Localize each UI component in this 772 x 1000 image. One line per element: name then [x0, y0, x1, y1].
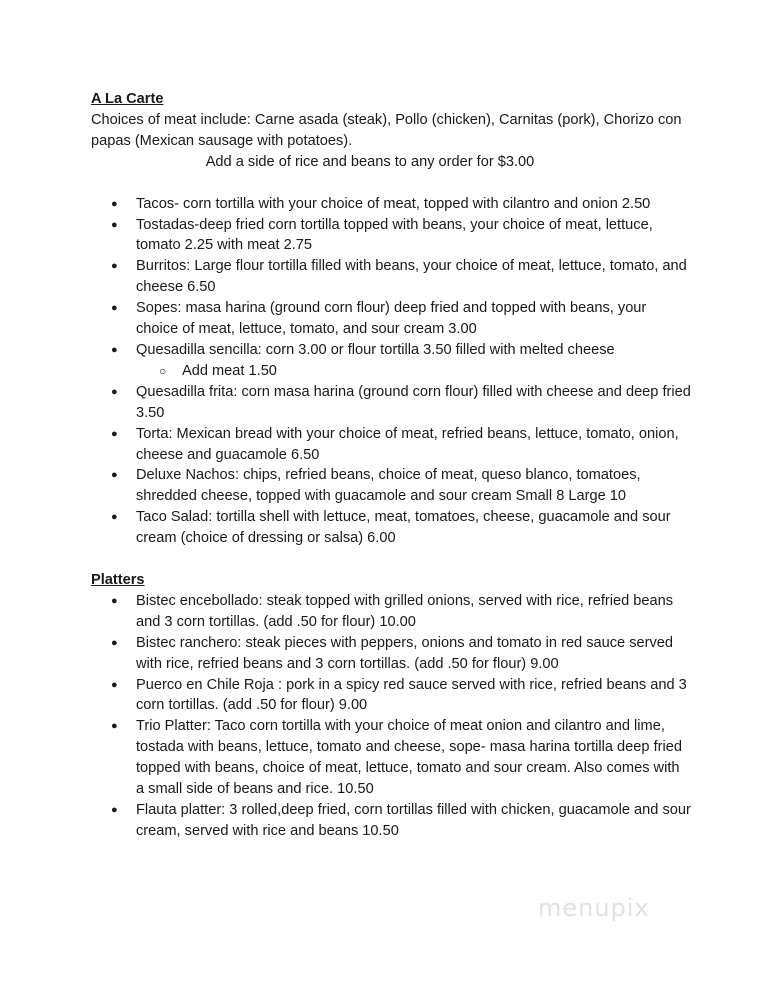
platter-bistec-encebollado: ● Bistec encebollado: steak topped with grilled onions, served with rice, refried beans and 3 corn tortillas. (add .50 for flour) 10.00: [91, 591, 691, 633]
platter-trio: ● Trio Platter: Taco corn tortilla with your choice of meat onion and cilantro and lime, tostada with beans, lettuce, tomato and cheese, sope- masa harina tortilla deep fried topped with beans, choice of meat, lettuce, tomato and sour cream. Also comes with a small side of beans and rice. 10.50: [91, 716, 691, 800]
platter-bistec-ranchero: ● Bistec ranchero: steak pieces with peppers, onions and tomato in red sauce served with rice, refried beans and 3 corn tortillas. (add .50 for flour) 9.00: [91, 633, 691, 675]
menu-item-torta: ● Torta: Mexican bread with your choice of meat, refried beans, lettuce, tomato, onion, cheese and guacamole 6.50: [91, 424, 691, 466]
menu-item-deluxe-nachos: ● Deluxe Nachos: chips, refried beans, choice of meat, queso blanco, tomatoes, shredded cheese, topped with guacamole and sour cream Small 8 Large 10: [91, 465, 691, 507]
menu-item-sopes: ● Sopes: masa harina (ground corn flour) deep fried and topped with beans, your choice of meat, lettuce, tomato, and sour cream 3.00: [91, 298, 691, 340]
menu-item-tacos: ● Tacos- corn tortilla with your choice of meat, topped with cilantro and onion 2.50: [91, 194, 691, 215]
side-order-note: Add a side of rice and beans to any order for $3.00: [205, 153, 535, 170]
platter-puerco-en-chile-roja: ● Puerco en Chile Roja : pork in a spicy red sauce served with rice, refried beans and 3 corn tortillas. (add .50 for flour) 9.00: [91, 675, 691, 717]
menu-subitem-add-meat: ○ Add meat 1.50: [91, 361, 691, 382]
a-la-carte-heading: A La Carte: [91, 91, 164, 107]
menu-item-tostadas: ● Tostadas-deep fried corn tortilla topped with beans, your choice of meat, lettuce, tomato 2.25 with meat 2.75: [91, 215, 691, 257]
platter-flauta: ● Flauta platter: 3 rolled,deep fried, corn tortillas filled with chicken, guacamole and sour cream, served with rice and beans 10.50: [91, 800, 691, 842]
menu-item-taco-salad: ● Taco Salad: tortilla shell with lettuce, meat, tomatoes, cheese, guacamole and sour cream (choice of dressing or salsa) 6.00: [91, 507, 691, 549]
menu-item-burritos: ● Burritos: Large flour tortilla filled with beans, your choice of meat, lettuce, tomato, and cheese 6.50: [91, 256, 691, 298]
menupix-watermark: menupix: [538, 894, 650, 922]
menu-page: [91, 89, 691, 842]
menu-item-quesadilla-frita: ● Quesadilla frita: corn masa harina (ground corn flour) filled with cheese and deep fried 3.50: [91, 382, 691, 424]
menu-item-quesadilla-sencilla: ● Quesadilla sencilla: corn 3.00 or flour tortilla 3.50 filled with melted cheese: [91, 340, 691, 361]
platters-list: [91, 591, 691, 842]
platters-heading: Platters: [91, 572, 145, 589]
a-la-carte-list: [91, 194, 691, 549]
meat-choices-intro: Choices of meat include: Carne asada (steak), Pollo (chicken), Carnitas (pork), Chorizo con papas (Mexican sausage with potatoes).: [91, 111, 682, 149]
